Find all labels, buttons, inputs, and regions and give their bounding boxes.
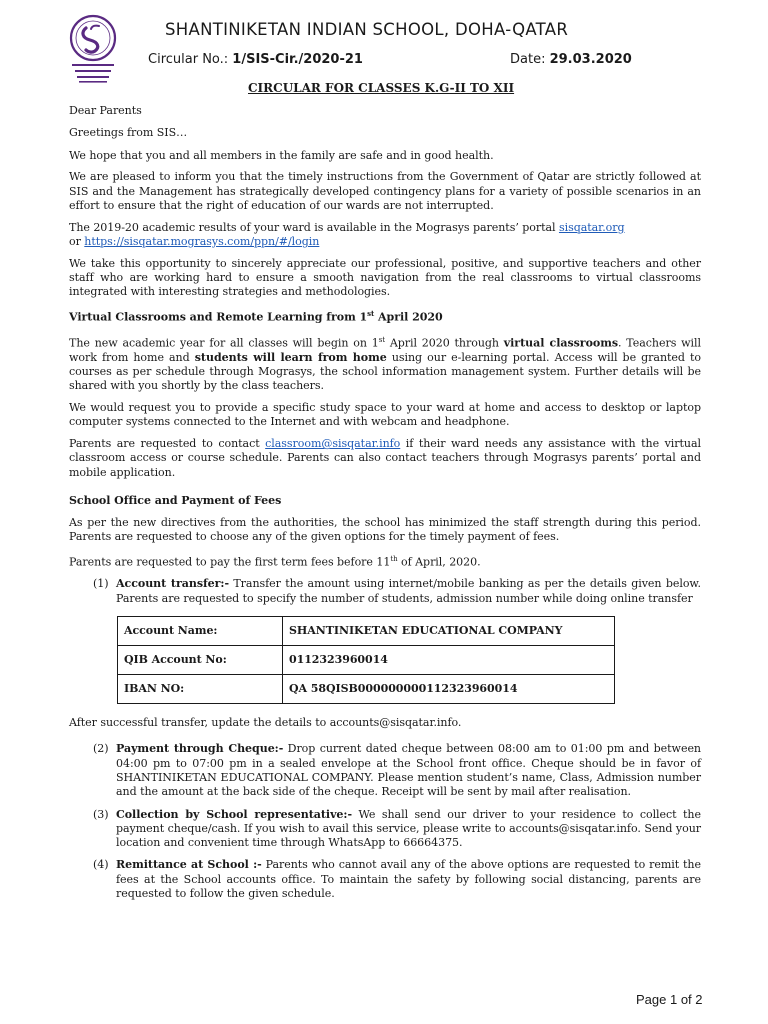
portal-link-short[interactable]: sisqatar.org xyxy=(558,220,625,234)
table-row xyxy=(118,646,615,675)
account-number-label: QIB Account No: xyxy=(118,646,283,675)
account-details-table xyxy=(117,616,615,704)
paragraph-after-transfer: After successful transfer, update the details to accounts@sisqatar.info. xyxy=(69,716,462,730)
payment-option-4: (4) Remittance at School :- Parents who cannot avail any of the above options are requested to remit the fees at the School accounts office. To maintain the safety by following social distancing, parents are requested to follow the given schedule. xyxy=(93,858,701,900)
payment-option-3: (3) Collection by School representative:- We shall send our driver to your residence to collect the payment cheque/cash. If you wish to avail this service, please write to accounts@sisqatar.info. Send your location and convenient time through WhatsApp to 66664375. xyxy=(93,807,701,850)
paragraph-contingency: We are pleased to inform you that the timely instructions from the Government of Qatar are strictly followed at SIS and the Management has strategically developed contingency plans for a variety of possible scenarios in an effort to ensure that the right of education of our wards are not interrupted. xyxy=(69,170,701,212)
account-number-value: 0112323960014 xyxy=(283,646,615,675)
paragraph-fee-deadline: Parents are requested to pay the first term fees before 11th of April, 2020. xyxy=(69,554,481,569)
section-heading-fees: School Office and Payment of Fees xyxy=(69,494,282,508)
paragraph-virtual-classrooms: The new academic year for all classes will begin on 1st April 2020 through virtual classrooms. Teachers will work from home and students will learn from home using our e-learning portal. Access will be granted to courses as per schedule through Mograsys, the school information management system. Further details will be shared with you shortly by the class teachers. xyxy=(69,335,701,393)
circular-title: CIRCULAR FOR CLASSES K.G-II TO XII xyxy=(248,81,515,95)
iban-label: IBAN NO: xyxy=(118,675,283,704)
letter-body xyxy=(69,104,701,909)
iban-value: QA 58QISB000000000112323960014 xyxy=(283,675,615,704)
circular-number: 1/SIS-Cir./2020-21 xyxy=(232,52,363,67)
portal-link-full[interactable]: https://sisqatar.mograsys.com/ppn/#/login xyxy=(84,235,320,249)
paragraph-appreciation: We take this opportunity to sincerely appreciate our professional, positive, and supportive teachers and other staff who are working hard to ensure a smooth navigation from the real classrooms to virtual classrooms integrated with interesting strategies and methodologies. xyxy=(69,256,701,299)
paragraph-wellbeing: We hope that you and all members in the family are safe and in good health. xyxy=(69,148,494,162)
table-row xyxy=(118,617,615,646)
date-label: Date: xyxy=(510,52,546,67)
account-name-value: SHANTINIKETAN EDUCATIONAL COMPANY xyxy=(283,617,615,646)
circular-date: 29.03.2020 xyxy=(549,52,632,67)
greeting: Greetings from SIS… xyxy=(69,126,188,140)
section-heading-virtual-classrooms: Virtual Classrooms and Remote Learning from 1st April 2020 xyxy=(69,309,443,324)
circular-date-line xyxy=(510,52,632,67)
option-title: Account transfer:- xyxy=(116,577,229,591)
paragraph-results: The 2019-20 academic results of your ward is available in the Mograsys parents’ portal sisqatar.org or https://sisqatar.mograsys.com/ppn/#/login xyxy=(69,220,625,249)
classroom-email-link[interactable]: classroom@sisqatar.info xyxy=(265,437,401,451)
payment-option-2: (2) Payment through Cheque:- Drop current dated cheque between 08:00 am to 01:00 pm and between 04:00 pm to 07:00 pm in a sealed envelope at the School front office. Cheque should be in favor of SHANTINIKETAN EDUCATIONAL COMPANY. Please mention student’s name, Class, Admission number and the amount at the back side of the cheque. Receipt will be sent by mail after realisation. xyxy=(93,742,701,799)
paragraph-staff-strength: As per the new directives from the authorities, the school has minimized the staff strength during this period. Parents are requested to choose any of the given options for the timely payment of fees. xyxy=(69,515,701,544)
option-title: Payment through Cheque:- xyxy=(116,742,284,756)
salutation: Dear Parents xyxy=(69,104,142,117)
school-name: SHANTINIKETAN INDIAN SCHOOL, DOHA-QATAR xyxy=(165,20,569,39)
table-row xyxy=(118,675,615,704)
circular-label: Circular No.: xyxy=(148,52,229,67)
payment-option-1: (1) Account transfer:- Transfer the amount using internet/mobile banking as per the details given below. Parents are requested to specify the number of students, admission number while doing online transfer xyxy=(93,577,701,605)
paragraph-contact: Parents are requested to contact classroom@sisqatar.info if their ward needs any assistance with the virtual classroom access or course schedule. Parents can also contact teachers through Mograsys parents’ portal and mobile application. xyxy=(69,437,701,479)
option-title: Remittance at School :- xyxy=(116,858,262,872)
school-logo xyxy=(68,14,118,86)
account-name-label: Account Name: xyxy=(118,617,283,646)
page-number: Page 1 of 2 xyxy=(636,992,703,1007)
paragraph-study-space: We would request you to provide a specific study space to your ward at home and access to desktop or laptop computer systems connected to the Internet and with webcam and headphone. xyxy=(69,401,701,429)
option-title: Collection by School representative:- xyxy=(116,807,352,821)
